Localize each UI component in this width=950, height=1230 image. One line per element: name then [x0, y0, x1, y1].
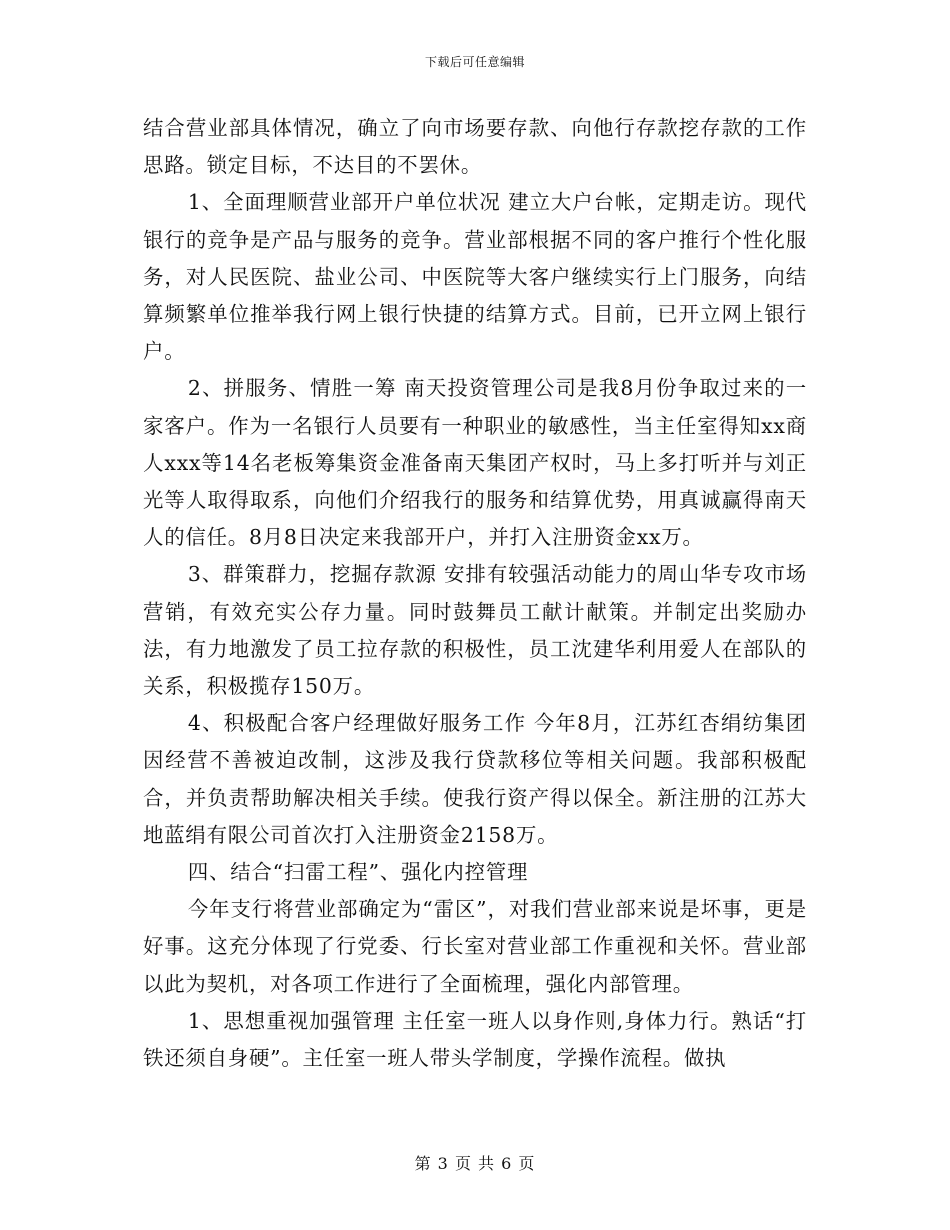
- paragraph-6: 今年支行将营业部确定为“雷区”，对我们营业部来说是坏事，更是好事。这充分体现了行党委、行长室对营业部工作重视和关怀。营业部以此为契机，对各项工作进行了全面梳理，强化内部管理。: [143, 897, 807, 996]
- paragraph-4: 3、群策群力，挖掘存款源 安排有较强活动能力的周山华专攻市场营销，有效充实公存力量。同时鼓舞员工献计献策。并制定出奖励办法，有力地激发了员工拉存款的积极性，员工沈建华利用爱人在部队的关系，积极揽存150万。: [143, 562, 807, 699]
- document-body: [143, 110, 807, 1077]
- page-footer: 第 3 页 共 6 页: [414, 1154, 536, 1173]
- paragraph-5: 4、积极配合客户经理做好服务工作 今年8月，江苏红杏绢纺集团因经营不善被迫改制，这涉及我行贷款移位等相关问题。我部积极配合，并负责帮助解决相关手续。使我行资产得以保全。新注册的江苏大地蓝绢有限公司首次打入注册资金2158万。: [143, 711, 807, 847]
- page-header: 下载后可任意编辑: [424, 55, 525, 69]
- paragraph-7: 1、思想重视加强管理 主任室一班人以身作则,身体力行。熟话“打铁还须自身硬”。主任室一班人带头学制度，学操作流程。做执: [143, 1008, 807, 1071]
- section-heading: 四、结合“扫雷工程”、强化内控管理: [187, 860, 529, 885]
- paragraph-3: 2、拼服务、情胜一筹 南天投资管理公司是我8月份争取过来的一家客户。作为一名银行人员要有一种职业的敏感性，当主任室得知xx商人xxx等14名老板筹集资金准备南天集团产权时，马上多打听并与刘正光等人取得取系，向他们介绍我行的服务和结算优势，用真诚赢得南天人的信任。8月8日决定来我部开户，并打入注册资金xx万。: [143, 376, 807, 550]
- paragraph-1: 结合营业部具体情况，确立了向市场要存款、向他行存款挖存款的工作思路。锁定目标，不达目的不罢休。: [143, 116, 807, 178]
- paragraph-2: 1、全面理顺营业部开户单位状况 建立大户台帐，定期走访。现代银行的竞争是产品与服务的竞争。营业部根据不同的客户推行个性化服务，对人民医院、盐业公司、中医院等大客户继续实行上门服务，向结算频繁单位推举我行网上银行快捷的结算方式。目前，已开立网上银行 户。: [143, 190, 807, 364]
